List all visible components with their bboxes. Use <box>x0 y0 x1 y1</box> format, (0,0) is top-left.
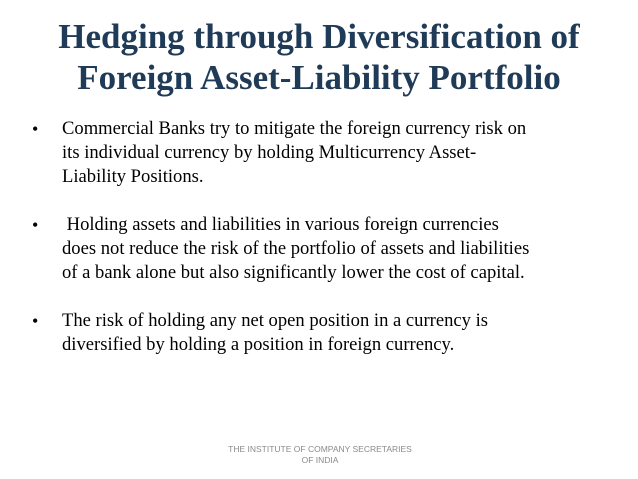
bullet-marker: • <box>32 215 39 235</box>
footer-line: OF INDIA <box>301 455 339 465</box>
bullet-marker: • <box>32 311 39 331</box>
bullet-item <box>32 213 612 285</box>
bullet-marker: • <box>32 119 39 139</box>
bullet-text-line: Liability Positions. <box>62 166 204 187</box>
bullet-list <box>32 117 612 381</box>
slide-title <box>0 16 638 98</box>
footer-line: THE INSTITUTE OF COMPANY SECRETARIES <box>228 444 412 454</box>
slide-title-line: Foreign Asset-Liability Portfolio <box>77 58 561 97</box>
bullet-text-line: Commercial Banks try to mitigate the foreign currency risk on <box>62 118 527 139</box>
bullet-text-line: its individual currency by holding Multicurrency Asset- <box>62 142 477 163</box>
bullet-text-line: does not reduce the risk of the portfolio of assets and liabilities <box>62 238 530 259</box>
bullet-text-line: diversified by holding a position in foreign currency. <box>62 334 455 355</box>
bullet-text-line: The risk of holding any net open position in a currency is <box>62 310 489 331</box>
bullet-item <box>32 117 612 189</box>
slide-footer <box>200 444 440 466</box>
bullet-text-line: of a bank alone but also significantly lower the cost of capital. <box>62 262 525 283</box>
slide-title-line: Hedging through Diversification of <box>58 17 580 56</box>
bullet-text-line: Holding assets and liabilities in various foreign currencies <box>62 214 499 235</box>
bullet-item <box>32 309 612 357</box>
